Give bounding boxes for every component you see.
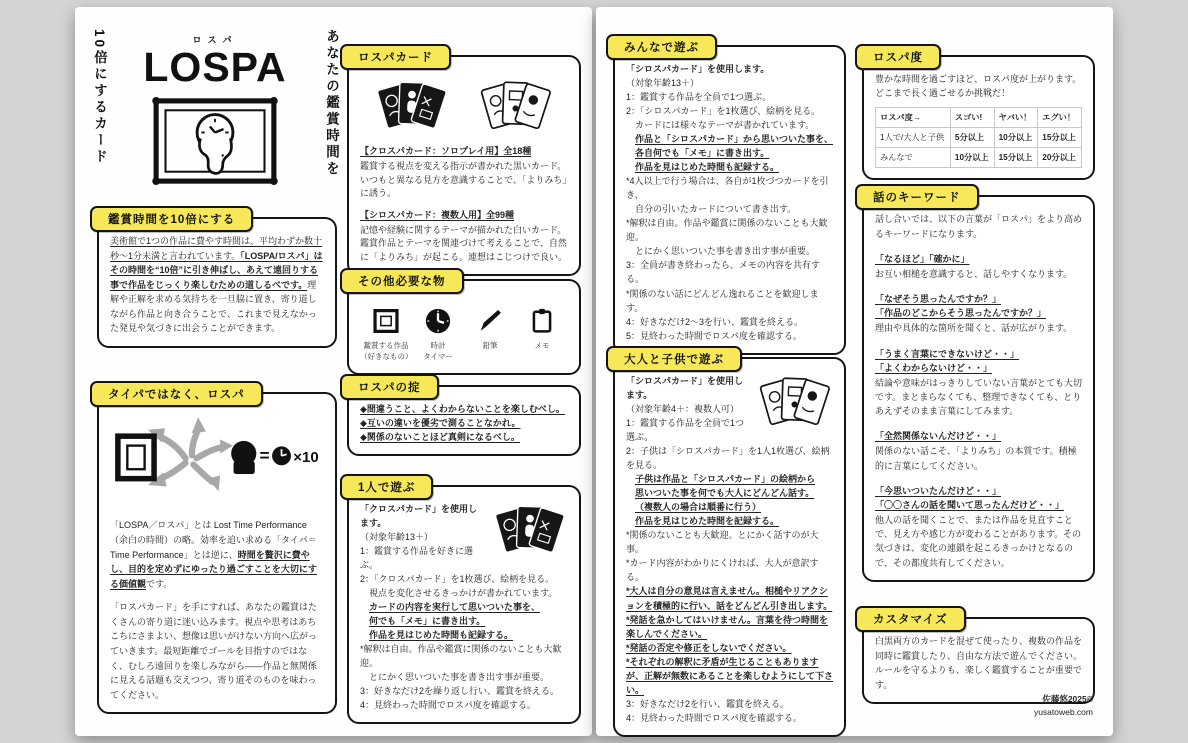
section-label: 1人で遊ぶ xyxy=(340,474,433,500)
page-left xyxy=(75,7,592,736)
text-line: 5：見終わった時間でロスパ度を確認する。 xyxy=(626,330,802,341)
text-line: 2：「クロスパカード」を1枚選び、絵柄を見る。 xyxy=(360,574,555,585)
credit-author: 佐藤悠2025© xyxy=(1042,694,1093,704)
text-line: 2：子供は「シロスパカード」を1人1枚選び、絵柄を見る。 xyxy=(626,446,830,471)
text-line: 各自何でも「メモ」に書き出す。 xyxy=(635,148,770,159)
text-line: （対象年齢4＋：複数人可） xyxy=(626,404,740,415)
text-line: （複数人の場合は順番に行う） xyxy=(635,502,762,513)
keyword-phrase: 「よくわからないけど・・」 xyxy=(875,362,993,373)
text-line: カードの内容を実行して思いついた事を、 xyxy=(369,602,541,613)
text-line: 「シロスパカード」を使用します。 xyxy=(626,64,770,74)
memo-icon xyxy=(527,306,557,336)
keyword-phrase: 「うまく言葉にできないけど・・」 xyxy=(875,348,1020,359)
text-line: ◆関係のないことほど真剣になるべし。 xyxy=(360,432,520,443)
clock-icon xyxy=(423,306,453,336)
table-cell: 15分以上 xyxy=(1038,128,1082,148)
text-line: 3：好きなだけ2を繰り返し行い、鑑賞を終える。 xyxy=(360,686,560,697)
section-label: 話のキーワード xyxy=(855,184,979,210)
keyword-phrase: 「なるほど」「確かに」 xyxy=(875,254,970,265)
text-line: *発話を急かしてはいけません。言葉を待つ時間を楽しんでください。 xyxy=(626,614,829,639)
rospa-meter-table xyxy=(875,107,1082,168)
page-right xyxy=(596,7,1113,736)
white-card-desc: 記憶や経験に関するテーマが描かれた白いカード。鑑賞作品とテーマを関連づけて考えることで、自然に「よりみち」が起こる。連想はこじつけで良い。 xyxy=(360,224,568,262)
lospa-logo xyxy=(89,23,341,211)
text-line: カードには様々なテーマが書かれています。 xyxy=(635,120,815,131)
text-line: 思いついた事を何でも大人にどんどん話す。 xyxy=(635,488,815,499)
text-line: *関係のない話にどんどん逸れることを歓迎します。 xyxy=(626,288,819,313)
section-rospa-meter xyxy=(862,52,1095,180)
section-label: カスタマイズ xyxy=(855,606,966,632)
black-card-fan-icon xyxy=(370,74,454,136)
taipa-paragraph-2: 「ロスパカード」を手にすれば、あなたの鑑賞はたくさんの寄り道に迷い込みます。視点や思考はあちこちにさまよい、想像は思いがけない方向へ広がっていきます。最短距離でゴールを目指すのではなく、むしろ遠回りを楽しみながら――作品と無関係に見える話題も交えつつ、寄り道そのものを味わってください。 xyxy=(110,602,318,700)
logo-title: LOSPA xyxy=(143,44,287,90)
pencil-icon xyxy=(475,306,505,336)
text-line: 3：全員が書き終わったら、メモの内容を共有する。 xyxy=(626,260,820,285)
text-line: 3：好きなだけ2を行い、鑑賞を終える。 xyxy=(626,698,790,709)
text-line: 作品を見はじめた時間を記録する。 xyxy=(635,516,780,527)
text-line: とにかく思いついた事を書き出す事が重要。 xyxy=(369,672,550,683)
text-emphasized: 時間を贅沢に費やし、目的を定めずにゆったり過ごすことを大切にする価値観 xyxy=(110,549,317,589)
section-appreciation-time xyxy=(97,214,337,348)
card-fans xyxy=(360,74,568,136)
keyword-phrase: 「なぜそう思ったんですか？」 xyxy=(875,294,1002,305)
table-cell: みんなで xyxy=(876,148,951,168)
text-line: 4：好きなだけ2〜3を行い、鑑賞を終える。 xyxy=(626,316,804,327)
group-play-instructions xyxy=(626,62,833,343)
keyword-groups xyxy=(875,252,1082,570)
author-credit xyxy=(1034,693,1093,719)
meter-table-wrap xyxy=(875,107,1082,168)
text-line: 豊かな時間を過ごすほど、ロスパ度が上がります。 xyxy=(875,74,1082,84)
keyword-group xyxy=(875,484,1082,570)
section-label: その他必要な物 xyxy=(340,268,464,294)
logo-vertical-right-text: あなたの鑑賞時間を xyxy=(323,29,339,178)
keyword-group xyxy=(875,252,1082,281)
text-normal: です。 xyxy=(146,578,173,589)
text-line: 子供は作品と「シロスパカード」の絵柄から xyxy=(635,474,816,485)
keyword-phrase: 「作品のどこからそう思ったんですか？」 xyxy=(875,308,1047,319)
section-group-play xyxy=(613,42,846,355)
text-line: 作品を見はじめた時間も記録する。 xyxy=(635,162,780,173)
text-line: *4人以上で行う場合は、各自が1枚づつカードを引き、 xyxy=(626,176,829,201)
text-line: 視点を変化させるきっかけが書かれています。 xyxy=(369,588,558,599)
keyword-phrase: 「今思いついたんだけど・・」 xyxy=(875,485,1002,496)
text-line: *大人は自分の意見は言えません。相槌やリアクションを積極的に行い、話をどんどん引き出します。 xyxy=(626,586,833,611)
table-header-cell: ロスパ度→ xyxy=(876,108,951,128)
frame-arrows-head-clock-illustration xyxy=(110,411,324,505)
white-card-fan-icon xyxy=(755,370,835,432)
table-header-cell: スゴい! xyxy=(950,108,994,128)
text-line: *カード内容がわかりにくければ、大人が意訳する。 xyxy=(626,558,819,583)
black-card-fan-icon xyxy=(490,498,570,560)
text-normal: 「LOSPA／ロスパ」とは Lost Time Performance（余白の時間）の略。効率を追い求める「タイパ＝Time Performance」とは逆に、 xyxy=(110,520,317,560)
section-label: ロスパ度 xyxy=(855,44,941,70)
section-rospa-rules xyxy=(347,382,581,456)
black-card-desc: 鑑賞する視点を変える指示が書かれた黒いカード。いつもと異なる見方を意識することで、「よりみち」に誘う。 xyxy=(360,161,567,199)
customize-text: 白黒両方のカードを混ぜて使ったり、複数の作品を同時に鑑賞したり、自由な方法で遊んでください。ルールを守るよりも、楽しく鑑賞することが重要です。 xyxy=(875,636,1083,690)
text-line: 「クロスパカード」を使用します。 xyxy=(360,504,478,529)
meter-intro xyxy=(875,72,1082,100)
section-label: 鑑賞時間を10倍にする xyxy=(90,206,253,232)
keyword-desc: 関係のない話こそ、「よりみち」の本質です。積極的に言葉にしてください。 xyxy=(875,446,1077,471)
keyword-desc: 他人の話を聞くことで、または作品を見直すことで、見え方や感じ方が変わることがあります。その気づきは、変化の連鎖を起こるきっかけとなるので、その都度共有してください。 xyxy=(875,514,1082,568)
text-line: 2：「シロスパカード」を1枚選び、絵柄を見る。 xyxy=(626,106,821,117)
logo-ruby-text: ロスパ xyxy=(192,35,238,45)
section-solo-play xyxy=(347,482,581,724)
item-memo xyxy=(516,306,568,363)
text-emphasized: 「LOSPA/ロスパ」はその時間を“10倍”に引き伸ばし、あえて遠回りする事で作品をじっくり楽しむための道しるべです。 xyxy=(110,250,323,290)
text-line: *発話の否定や修正をしないでください。 xyxy=(626,642,792,653)
table-cell: 1人で/大人と子供 xyxy=(876,128,951,148)
keyword-group xyxy=(875,347,1082,419)
text-line: ◆互いの違いを優劣で測ることなかれ。 xyxy=(360,418,521,429)
keyword-desc: 理由や具体的な箇所を聞くと、話が広がります。 xyxy=(875,323,1073,334)
taipa-paragraph-1 xyxy=(110,518,324,591)
section-label: 大人と子供で遊ぶ xyxy=(606,346,742,372)
text-normal: 理解や正解を求める気持ちを一旦脇に置き、寄り道しながら作品と向き合うことで、これまで見えなかった発見や気づきに出会うことができます。 xyxy=(110,279,317,334)
text-line: *解釈は自由。作品や鑑賞に関係のないことも大歓迎。 xyxy=(360,644,562,669)
section-rospa-cards xyxy=(347,52,581,276)
text-line: 1：鑑賞する作品を全員で1つ選ぶ。 xyxy=(626,418,745,443)
artwork-frame-icon xyxy=(371,306,401,336)
table-cell: 10分以上 xyxy=(994,128,1038,148)
keyword-phrase: 「全然関係ないんだけど・・」 xyxy=(875,431,1002,442)
text-line: 作品を見はじめた時間も記録する。 xyxy=(369,630,514,641)
text-line: *関係のないことも大歓迎。とにかく話すのが大事。 xyxy=(626,530,819,555)
text-line: 1：鑑賞する作品を全員で1つ選ぶ。 xyxy=(626,92,772,103)
text-line: 1：鑑賞する作品を好きに選ぶ。 xyxy=(360,546,474,571)
item-clock xyxy=(412,306,464,363)
credit-website: yusatoweb.com xyxy=(1033,706,1093,717)
item-label: メモ xyxy=(534,341,550,350)
table-header-cell: エグい！ xyxy=(1038,108,1082,128)
text-line: 何でも「メモ」に書き出す。 xyxy=(369,616,486,627)
table-cell: 10分以上 xyxy=(950,148,994,168)
logo-center xyxy=(143,23,286,211)
section-label: ロスパの掟 xyxy=(340,374,439,400)
item-label: 鑑賞する作品 （好きなもの） xyxy=(360,341,413,361)
text-line: とにかく思いついた事を書き出す事が重要。 xyxy=(635,246,816,257)
section-label: ロスパカード xyxy=(340,44,451,70)
section-talk-keywords xyxy=(862,192,1095,582)
keyword-desc: 結論や意味がはっきりしていない言葉がとても大切です。まとまらなくても、整理できなくても、とりあえずそのまま言葉にしてみます。 xyxy=(875,377,1083,417)
text-line: *解釈は自由。作品や鑑賞に関係のないことも大歓迎。 xyxy=(626,218,828,243)
white-card-fan-icon xyxy=(474,74,558,136)
item-label: 時計 タイマー xyxy=(423,341,453,361)
table-header-cell: ヤバい！ xyxy=(994,108,1038,128)
rules-lines xyxy=(360,402,568,444)
table-cell: 5分以上 xyxy=(950,128,994,148)
section-adult-child-play xyxy=(613,354,846,737)
text-line: 4：見終わった時間でロスパ度を確認する。 xyxy=(360,700,536,711)
keyword-group xyxy=(875,429,1082,472)
section-other-items xyxy=(347,276,581,375)
text-line: どこまで長く過ごせるか挑戦だ！ xyxy=(875,88,1011,99)
text-line: *それぞれの解釈に矛盾が生じることもありますが、正解が無数にあることを楽しむようにして下さい。 xyxy=(626,656,834,695)
keyword-group xyxy=(875,292,1082,335)
section-label: タイパではなく、ロスパ xyxy=(90,381,263,407)
keyword-phrase: 「〇〇さんの話を聞いて思ったんだけど・・」 xyxy=(875,499,1065,510)
appreciation-paragraph xyxy=(110,234,324,336)
text-line: ◆間違うこと、よくわからないことを楽しむべし。 xyxy=(360,404,565,414)
item-pencil xyxy=(464,306,516,363)
keywords-intro: 話し合いでは、以下の言葉が「ロスパ」をより高めるキーワードになります。 xyxy=(875,214,1083,239)
table-cell: 15分以上 xyxy=(994,148,1038,168)
keyword-desc: お互い相槌を意識すると、話しやすくなります。 xyxy=(875,269,1073,280)
text-line: 自分の引いたカードについて書き出す。 xyxy=(635,204,797,215)
item-label: 鉛筆 xyxy=(482,341,498,350)
text-line: 「シロスパカード」を使用します。 xyxy=(626,376,744,401)
logo-vertical-left-text: 10倍にするカード xyxy=(92,29,107,166)
text-line: （対象年齢13＋） xyxy=(626,78,700,89)
table-cell: 20分以上 xyxy=(1038,148,1082,168)
text-line: 4：見終わった時間でロスパ度を確認する。 xyxy=(626,712,802,723)
section-label: みんなで遊ぶ xyxy=(606,34,717,60)
white-card-title: 【シロスパカード：複数人用】全99種 xyxy=(360,209,515,220)
section-customize xyxy=(862,614,1095,704)
melting-clock-frame-icon xyxy=(151,95,279,187)
item-artwork xyxy=(360,306,412,363)
text-line: （対象年齢13＋） xyxy=(360,532,434,543)
section-taipa-vs-rospa xyxy=(97,389,337,714)
text-line: 作品と「シロスパカード」から思いついた事を、 xyxy=(635,134,834,145)
black-card-title: 【クロスパカード：ソロプレイ用】全18種 xyxy=(360,146,532,156)
text-underlined: 美術館で1つの作品に費やす時間は、平均わずか数十秒〜1分未満と言われています。 xyxy=(110,236,323,261)
required-items-row xyxy=(360,306,568,363)
